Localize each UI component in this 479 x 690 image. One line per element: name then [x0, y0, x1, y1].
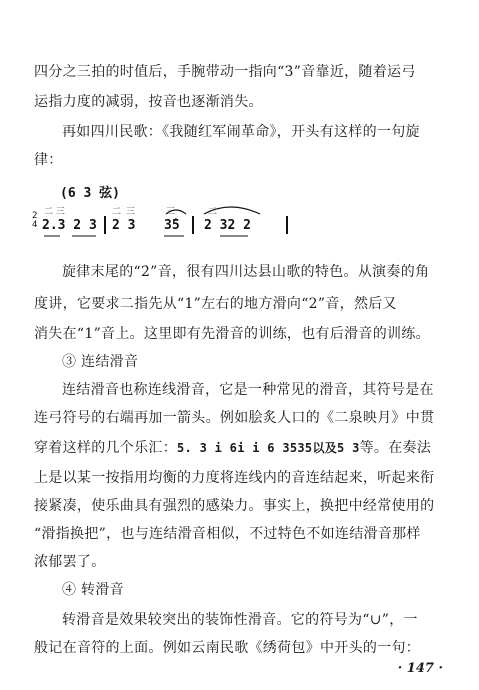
- text-line: “滑指换把”，也与连结滑音相似，不过特色不如连结滑音那样: [34, 526, 421, 542]
- text-span: 穿着这样的几个乐汇：: [34, 440, 177, 456]
- text-line: 消失在“1”音上。这里即有先滑音的训练，也有后滑音的训练。: [34, 326, 430, 342]
- measure-3: 3̇5: [164, 218, 180, 233]
- barline: [192, 216, 194, 234]
- time-sig-bottom: 4: [32, 220, 38, 230]
- time-sig-top: 2: [32, 211, 38, 221]
- fingering-mark: 三: [126, 207, 136, 217]
- text-line: 旋律末尾的“2̇”音，很有四川达县山歌的特色。从演奏的角: [62, 264, 430, 280]
- page-number: · 147 ·: [397, 661, 443, 676]
- text-line: 四分之三拍的时值后，手腕带动一指向“3̇”音靠近，随着运弓: [34, 64, 416, 80]
- measure-2: 2 3: [112, 218, 136, 233]
- text-line: 度讲，它要求二指先从“1”左右的地方滑向“2”音，然后又: [34, 296, 397, 312]
- text-line: 运指力度的减弱，按音也逐渐消失。: [34, 94, 263, 110]
- text-line: 连结滑音也称连线滑音，它是一种常见的滑音，其符号是在: [62, 382, 434, 398]
- barline: [286, 216, 288, 234]
- text-line: 连弓符号的右端再加一箭头。例如脍炙人口的《二泉映月》中贯: [34, 410, 435, 426]
- text-line: 再如四川民歌：《我随红军闹革命》，开头有这样的一句旋: [62, 124, 420, 140]
- section-heading: ③ 连结滑音: [62, 354, 139, 370]
- measure-4: 2 32 2: [204, 218, 251, 233]
- text-line: [34, 438, 448, 458]
- measure-1: 2.3 2 3: [42, 218, 97, 233]
- text-line: 般记在音符的上面。例如云南民歌《绣荷包》中开头的一句：: [34, 640, 421, 656]
- fingering-mark: 二: [208, 207, 218, 217]
- notation-inline: 5. 3 i 6i i 6 3535以及5 3: [177, 441, 360, 455]
- time-signature: [32, 212, 37, 230]
- text-line: 律：: [34, 152, 63, 168]
- text-line: 转滑音是效果较突出的装饰性滑音。它的符号为“∪”，一: [62, 612, 418, 628]
- barline: [104, 216, 106, 234]
- fingering-mark: 三: [166, 207, 176, 217]
- fingering-mark: 二: [112, 207, 122, 217]
- text-line: 浓郁罢了。: [34, 554, 106, 570]
- text-span: 等。在奏法: [359, 440, 432, 456]
- section-heading: ④ 转滑音: [62, 582, 124, 598]
- text-line: 上是以某一按指用均衡的力度将连线内的音连结起来，听起来衔: [34, 470, 435, 486]
- text-line: 接紧凑，使乐曲具有强烈的感染力。事实上，换把中经常使用的: [34, 498, 435, 514]
- string-label: (6 3 弦): [60, 186, 120, 201]
- fingering-mark: 二 三: [44, 207, 65, 217]
